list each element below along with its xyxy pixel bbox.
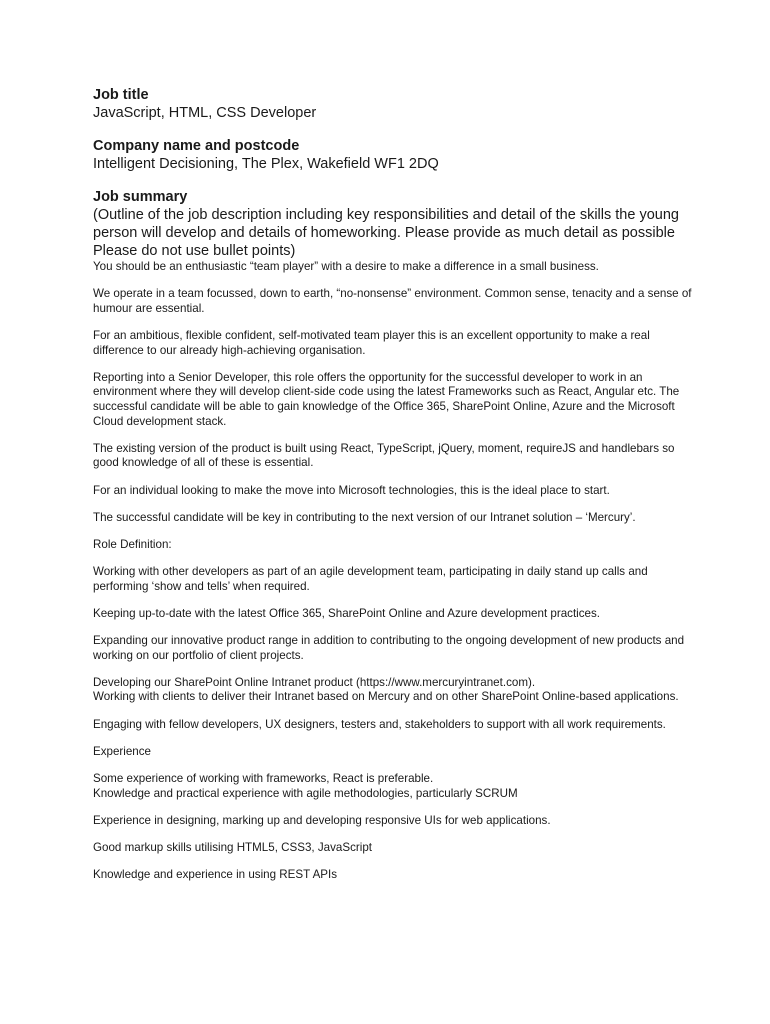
paragraph-line: You should be an enthusiastic “team player” with a desire to make a difference in a small business.	[93, 260, 599, 273]
paragraph-line: Working with clients to deliver their Intranet based on Mercury and on other SharePoint Online-based applications.	[93, 690, 679, 704]
job-title-value: JavaScript, HTML, CSS Developer	[93, 105, 317, 121]
paragraph	[93, 607, 693, 622]
paragraph-line: For an individual looking to make the move into Microsoft technologies, this is the ideal place to start.	[93, 483, 610, 497]
job-title-label: Job title	[93, 87, 149, 103]
paragraph	[93, 814, 693, 829]
company-value: Intelligent Decisioning, The Plex, Wakefield WF1 2DQ	[93, 156, 439, 172]
paragraph	[93, 868, 693, 883]
paragraph	[93, 565, 693, 594]
paragraph-line: Knowledge and experience in using REST APIs	[93, 868, 338, 882]
paragraph-line: Working with other developers as part of an agile development team, participating in daily stand up calls and performing ‘show and tells’ when required.	[93, 565, 648, 593]
role-definition-heading	[93, 538, 693, 553]
paragraph	[93, 718, 693, 733]
paragraph	[93, 442, 693, 471]
paragraph-line: Experience	[93, 744, 152, 758]
paragraph-line: For an ambitious, flexible confident, self-motivated team player this is an excellent opportunity to make a real difference to our already high-achieving organisation.	[93, 328, 650, 357]
paragraph-line: Reporting into a Senior Developer, this role offers the opportunity for the successful developer to work in an environment where they will develop client-side code using the latest Frameworks such as React, Angular etc. The successful candidate will be able to gain knowledge of the Office 365, SharePoint Online, Azure and the Microsoft Cloud development stack.	[93, 370, 680, 428]
paragraph	[93, 676, 693, 705]
job-summary-label: Job summary	[93, 189, 188, 205]
paragraph	[93, 772, 693, 801]
paragraph	[93, 287, 693, 316]
paragraph	[93, 371, 693, 429]
paragraph	[93, 841, 693, 856]
company-label: Company name and postcode	[93, 138, 300, 154]
document-page	[93, 86, 693, 895]
paragraph-line: Good markup skills utilising HTML5, CSS3, JavaScript	[93, 840, 372, 854]
paragraph	[93, 484, 693, 499]
paragraph-line: The existing version of the product is built using React, TypeScript, jQuery, moment, requireJS and handlebars so good knowledge of all of these is essential.	[93, 441, 675, 470]
paragraph-line: We operate in a team focussed, down to earth, “no-nonsense” environment. Common sense, tenacity and a sense of humour are essential.	[93, 287, 692, 315]
paragraph-line: Developing our SharePoint Online Intranet product (https://www.mercuryintranet.com).	[93, 675, 536, 689]
paragraph-line: Some experience of working with frameworks, React is preferable.	[93, 771, 434, 785]
job-summary-body	[93, 260, 693, 883]
paragraph-line: Engaging with fellow developers, UX designers, testers and, stakeholders to support with all work requirements.	[93, 717, 666, 731]
paragraph	[93, 329, 693, 358]
paragraph-line: Expanding our innovative product range in addition to contributing to the ongoing development of new products and working on our portfolio of client projects.	[93, 634, 685, 662]
paragraph-line: Keeping up-to-date with the latest Office 365, SharePoint Online and Azure development practices.	[93, 606, 600, 620]
paragraph	[93, 634, 693, 663]
paragraph	[93, 511, 693, 526]
paragraph-line: The successful candidate will be key in contributing to the next version of our Intranet solution – ‘Mercury’.	[93, 510, 636, 524]
paragraph-line: Role Definition:	[93, 537, 172, 551]
paragraph	[93, 260, 693, 275]
job-summary-outline: (Outline of the job description including key responsibilities and detail of the skills the young person will develop and details of homeworking. Please provide as much detail as possible Please do not use bullet points)	[93, 207, 679, 259]
experience-heading	[93, 745, 693, 760]
paragraph-line: Experience in designing, marking up and developing responsive UIs for web applications.	[93, 813, 551, 827]
paragraph-line: Knowledge and practical experience with agile methodologies, particularly SCRUM	[93, 786, 518, 800]
